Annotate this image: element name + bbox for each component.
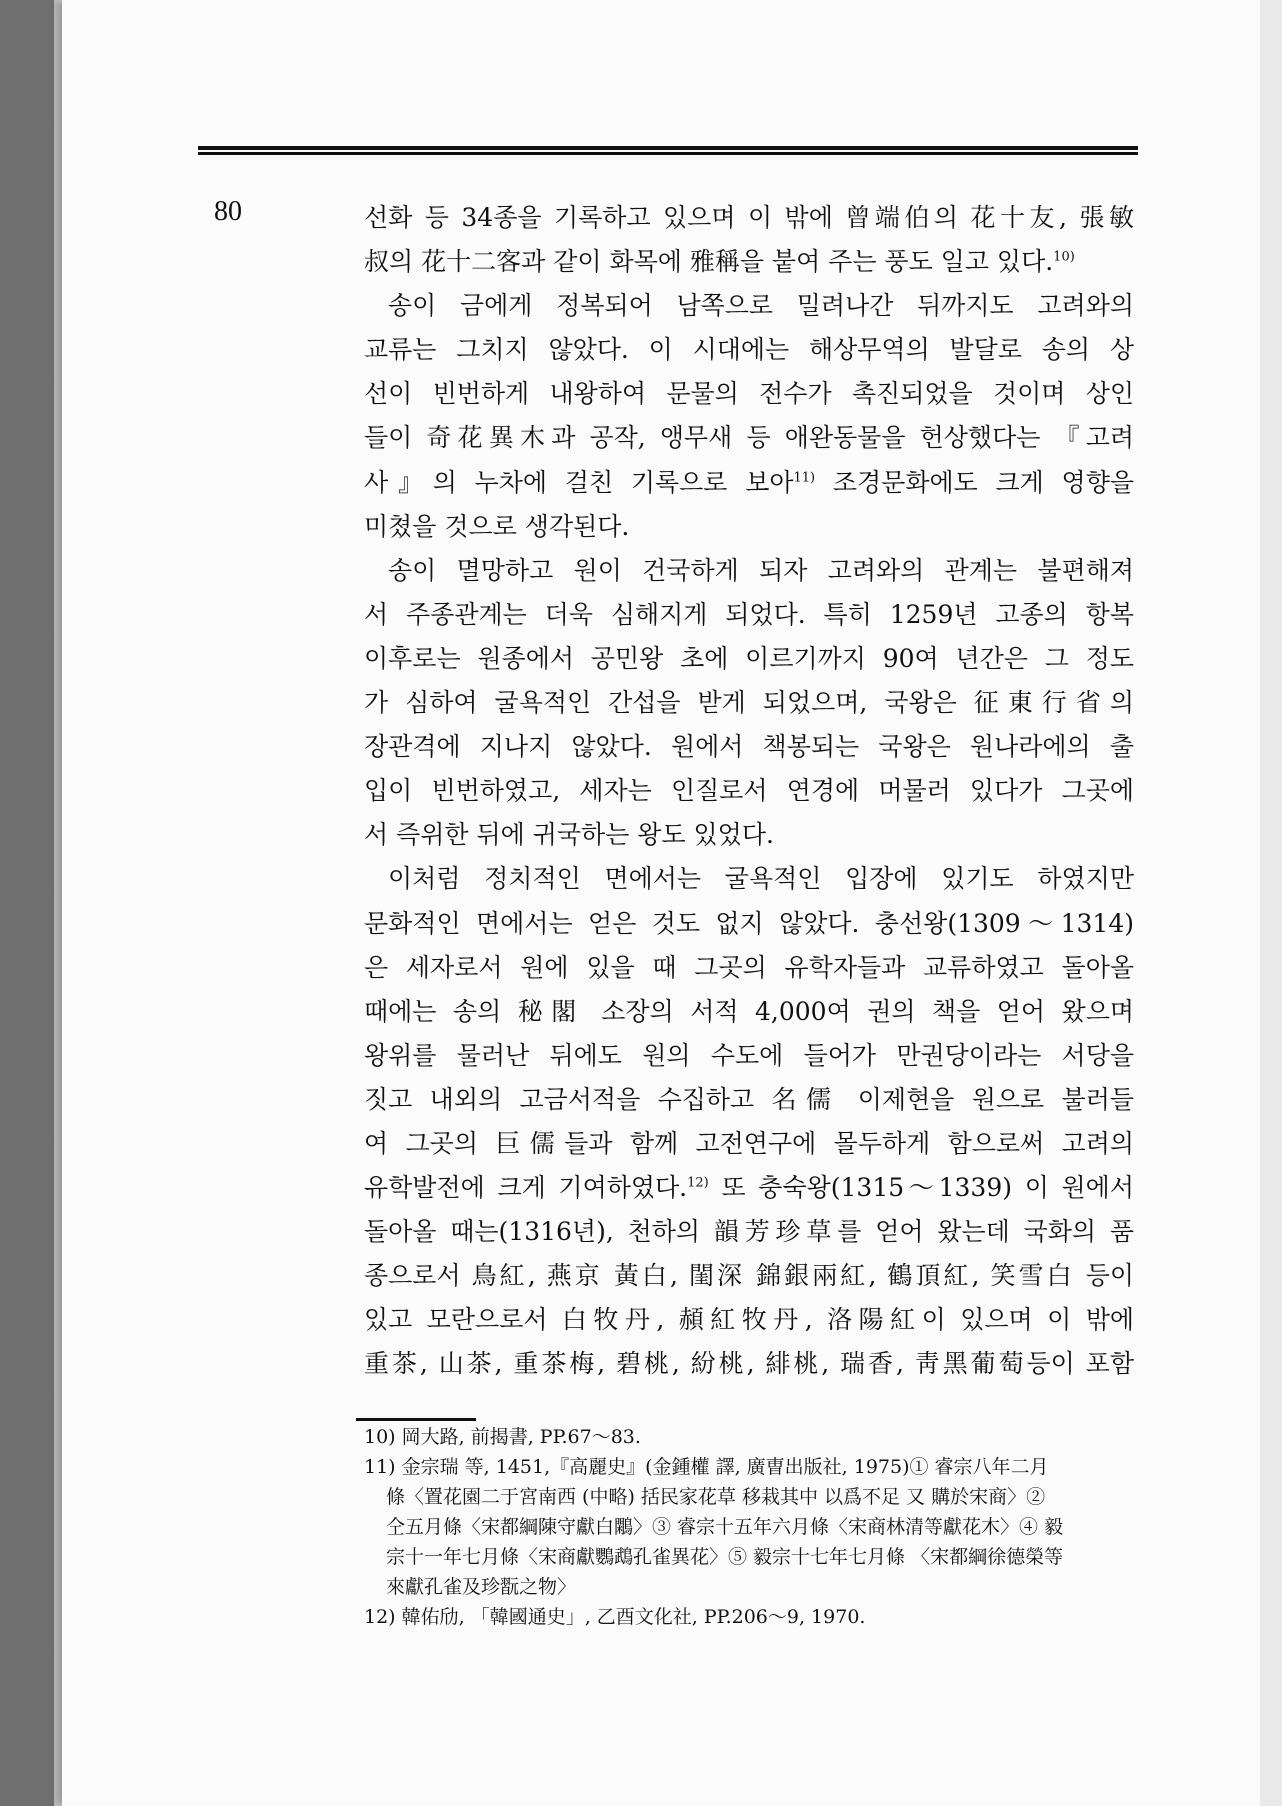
body-line-text: 서 주종관계는 더욱 심해지게 되었다. 특히 1259년 고종의 항복 [364,599,1134,629]
body-line [364,1254,1134,1298]
body-line [364,857,1134,901]
body-line-text: 왕위를 물러난 뒤에도 원의 수도에 들어가 만권당이라는 서당을 [364,1040,1134,1070]
body-line [364,681,1134,725]
footnote-ref: 10) [1053,249,1075,265]
footnote-line: 來獻孔雀及珍翫之物〉 [386,1576,577,1598]
footnote-line: 條〈置花園二于宮南西 (中略) 括民家花草 移栽其中 以爲不足 又 購於宋商〉② [386,1486,1046,1508]
body-line-text: 여 그곳의 巨儒들과 함께 고전연구에 몰두하게 함으로써 고려의 [364,1128,1134,1158]
body-line-text: 문화적인 면에서는 얻은 것도 없지 않았다. 충선왕(1309～1314) [364,908,1134,938]
body-line-text: 叔의 花十二客과 같이 화목에 雅稱을 붙여 주는 풍도 일고 있다. [364,247,1054,277]
body-line [364,902,1134,946]
body-line [364,637,1134,681]
body-line [364,1210,1134,1254]
body-line-text: 이처럼 정치적인 면에서는 굴욕적인 입장에 있기도 하였지만 [388,864,1134,894]
footnote-line: 仝五月條〈宋都綱陳守獻白鷴〉③ 睿宗十五年六月條〈宋商林清等獻花木〉④ 毅 [386,1516,1064,1538]
footnote-line: 11) 金宗瑞 等, 1451,『高麗史』(金鍾權 譯, 廣曺出版社, 1975)① 睿宗八年二月 [364,1456,1049,1478]
body-line [364,593,1134,637]
body-line-text: 가 심하여 굴욕적인 간섭을 받게 되었으며, 국왕은 征東行省의 [364,688,1134,718]
body-line-text: 짓고 내외의 고금서적을 수집하고 名儒 이제현을 원으로 불러들 [364,1084,1134,1114]
body-line-text: 송이 멸망하고 원이 건국하게 되자 고려와의 관계는 불편해져 [388,555,1134,585]
body-line-text: 때에는 송의 秘閣 소장의 서적 4,000여 권의 책을 얻어 왔으며 [364,996,1134,1026]
body-line [364,240,1134,284]
body-line [364,328,1134,372]
footnote-ref: 12) [687,1175,709,1191]
body-line [364,990,1134,1034]
body-line-text: 돌아올 때는(1316년), 천하의 韻芳珍草를 얻어 왔는데 국화의 품 [364,1217,1134,1247]
body-line [364,725,1134,769]
body-line-text: 은 세자로서 원에 있을 때 그곳의 유학자들과 교류하였고 돌아올 [364,952,1134,982]
body-line [364,1342,1134,1386]
body-line-text: 입이 빈번하였고, 세자는 인질로서 연경에 머물러 있다가 그곳에 [364,776,1134,806]
body-line [364,1034,1134,1078]
body-line [364,196,1134,240]
footnote-line: 宗十一年七月條〈宋商獻鸚鵡孔雀異花〉⑤ 毅宗十七年七月條 〈宋都綱徐德榮等 [386,1546,1064,1568]
body-line-text: 종으로서 鳥紅, 燕京 黃白, 閨深 錦銀兩紅, 鶴頂紅, 笑雪白 등이 [364,1261,1134,1291]
header-rule [198,146,1138,155]
footnote-line: 12) 韓佑劤, 「韓國通史」, 乙酉文化社, PP.206～9, 1970. [364,1606,866,1628]
body-line-text: 송이 금에게 정복되어 남쪽으로 밀려나간 뒤까지도 고려와의 [388,291,1134,321]
footnotes [364,1422,1144,1632]
body-line-text: 장관격에 지나지 않았다. 원에서 책봉되는 국왕은 원나라에의 출 [364,732,1134,762]
body-line [364,461,1134,505]
body-line [364,372,1134,416]
body-line [364,505,1134,549]
body-line-text: 교류는 그치지 않았다. 이 시대에는 해상무역의 발달로 송의 상 [364,335,1134,365]
footnote-ref: 11) [793,470,816,486]
body-line-text: 있고 모란으로서 白牧丹, 頳紅牧丹, 洛陽紅이 있으며 이 밖에 [364,1305,1134,1335]
body-line-text: 선화 등 34종을 기록하고 있으며 이 밖에 曾端伯의 花十友, 張敏 [364,203,1134,232]
body-line-text-after: 또 충숙왕(1315～1339) 이 원에서 [708,1173,1134,1203]
body-line-text: 사』의 누차에 걸친 기록으로 보아 [364,467,794,497]
body-line-text-after: 조경문화에도 크게 영향을 [815,467,1134,497]
body-line [364,284,1134,328]
body-line-text: 유학발전에 크게 기여하였다. [364,1173,688,1203]
body-line [364,1166,1134,1210]
right-gutter [1260,0,1282,1806]
footnote-rule [356,1418,476,1421]
body-line [364,549,1134,593]
body-line-text: 미쳤을 것으로 생각된다. [364,511,630,541]
body-line-text: 이후로는 원종에서 공민왕 초에 이르기까지 90여 년간은 그 정도 [364,643,1134,673]
body-line [364,416,1134,460]
body-line [364,813,1134,857]
page-number: 80 [214,196,242,227]
body-line [364,1122,1134,1166]
body-line [364,769,1134,813]
body-line-text: 선이 빈번하게 내왕하여 문물의 전수가 촉진되었을 것이며 상인 [364,379,1134,409]
body-line-text: 重茶, 山茶, 重茶梅, 碧桃, 紛桃, 緋桃, 瑞香, 靑黑葡萄등이 포함 [364,1349,1134,1379]
body-line-text: 서 즉위한 뒤에 귀국하는 왕도 있었다. [364,820,774,850]
body-line [364,1078,1134,1122]
body-line [364,946,1134,990]
body-line [364,1298,1134,1342]
body-line-text: 들이 奇花異木과 공작, 앵무새 등 애완동물을 헌상했다는 『고려 [364,423,1134,453]
body-text [364,196,1134,1387]
footnote-line: 10) 岡大路, 前揭書, PP.67～83. [364,1426,641,1448]
